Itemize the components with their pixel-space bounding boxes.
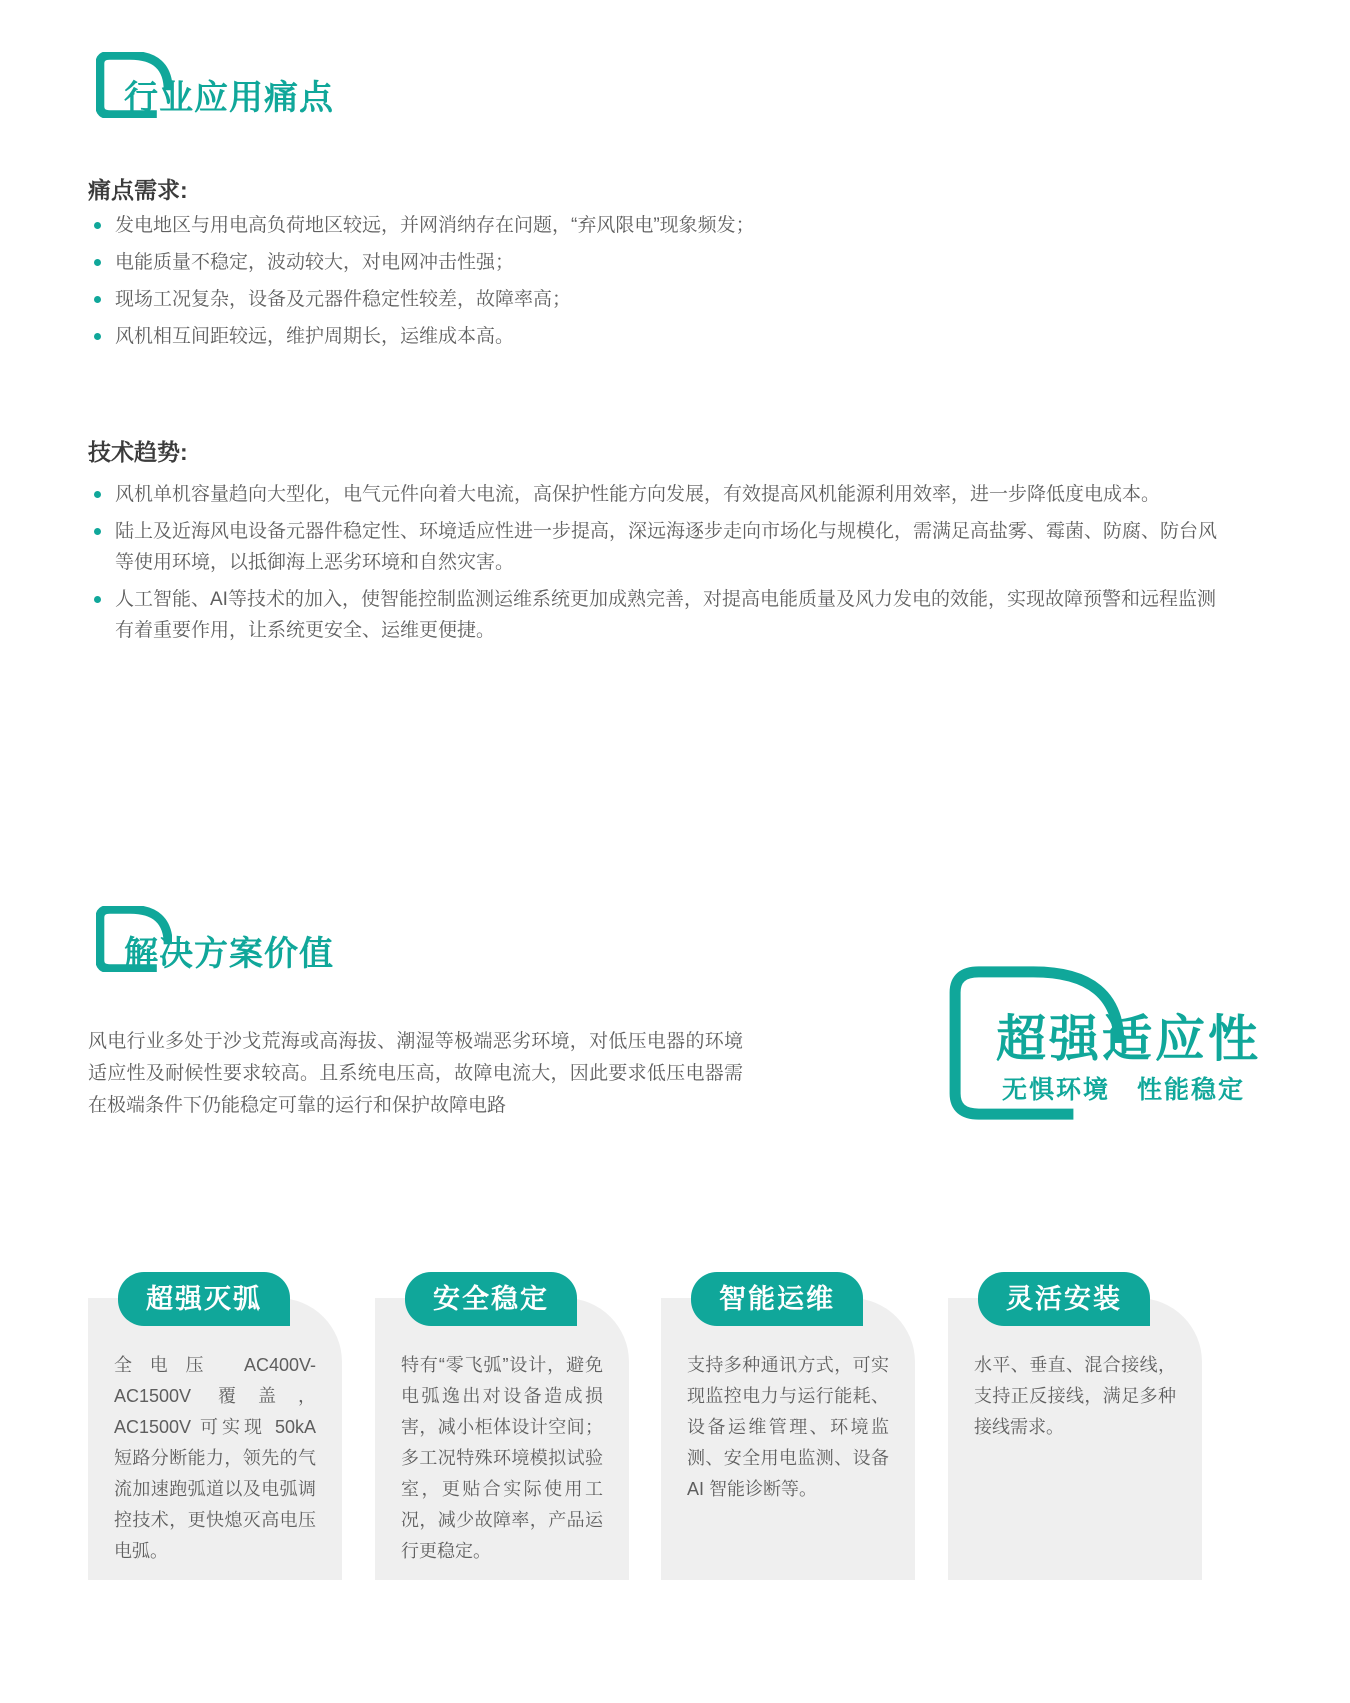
- list-item: [88, 284, 1228, 315]
- list-item-text: 风机相互间距较远，维护周期长，运维成本高。: [115, 326, 515, 347]
- list-item-text: 风机单机容量趋向大型化，电气元件向着大电流，高保护性能方向发展，有效提高风机能源利用效率，进一步降低度电成本。: [115, 484, 1161, 505]
- bullet-icon: [94, 528, 101, 535]
- bullet-icon: [94, 259, 101, 266]
- list-item: [88, 516, 1218, 578]
- trend-heading: 技术趋势:: [88, 439, 188, 465]
- feature-card-flexible-install: [948, 1284, 1202, 1580]
- adaptability-badge-subtitle: 无惧环境 性能稳定: [1002, 1076, 1246, 1104]
- list-item-text: 电能质量不稳定，波动较大，对电网冲击性强；: [115, 252, 515, 273]
- value-section-title: 解决方案价值: [124, 935, 334, 973]
- feature-card-arc-extinguishing: [88, 1284, 342, 1580]
- demand-heading: 痛点需求:: [88, 177, 188, 203]
- list-item: [88, 479, 1218, 510]
- feature-card-title-badge: 超强灭弧: [118, 1272, 290, 1326]
- feature-card-body: 支持多种通讯方式，可实现监控电力与运行能耗、设备运维管理、环境监测、安全用电监测、设备 AI 智能诊断等。: [687, 1355, 889, 1499]
- feature-card-body: 特有“零飞弧”设计，避免电弧逸出对设备造成损害，减小柜体设计空间；多工况特殊环境模拟试验室，更贴合实际使用工况，减少故障率，产品运行更稳定。: [401, 1355, 603, 1561]
- list-item: [88, 584, 1218, 646]
- feature-card-title-badge: 灵活安装: [978, 1272, 1150, 1326]
- bullet-icon: [94, 222, 101, 229]
- list-item: [88, 210, 1228, 241]
- feature-card-title-badge: 智能运维: [691, 1272, 863, 1326]
- feature-card-body: 水平、垂直、混合接线，支持正反接线，满足多种接线需求。: [974, 1355, 1176, 1437]
- list-item: [88, 321, 1228, 352]
- value-paragraph: 风电行业多处于沙戈荒海或高海拔、潮湿等极端恶劣环境，对低压电器的环境适应性及耐候性要求较高。且系统电压高，故障电流大，因此要求低压电器需在极端条件下仍能稳定可靠的运行和保护故障电路: [88, 1031, 743, 1116]
- demand-list: [88, 210, 1228, 358]
- list-item-text: 现场工况复杂，设备及元器件稳定性较差，故障率高；: [115, 289, 572, 310]
- pain-section-title: 行业应用痛点: [124, 79, 334, 117]
- list-item-text: 人工智能、AI等技术的加入，使智能控制监测运维系统更加成熟完善，对提高电能质量及风力发电的效能，实现故障预警和远程监测有着重要作用，让系统更安全、运维更便捷。: [115, 589, 1216, 641]
- adaptability-badge-title: 超强适应性: [996, 1011, 1261, 1067]
- feature-card-body: 全电压 AC400V-AC1500V 覆盖，AC1500V 可实现 50kA 短路分断能力，领先的气流加速跑弧道以及电弧调控技术，更快熄灭高电压电弧。: [114, 1355, 316, 1561]
- bullet-icon: [94, 596, 101, 603]
- bullet-icon: [94, 333, 101, 340]
- trend-list: [88, 479, 1218, 652]
- feature-card-smart-operation: [661, 1284, 915, 1580]
- feature-card-safety-stability: [375, 1284, 629, 1580]
- feature-card-title-badge: 安全稳定: [405, 1272, 577, 1326]
- bullet-icon: [94, 296, 101, 303]
- list-item: [88, 247, 1228, 278]
- list-item-text: 发电地区与用电高负荷地区较远，并网消纳存在问题，“弃风限电”现象频发；: [115, 215, 755, 236]
- list-item-text: 陆上及近海风电设备元器件稳定性、环境适应性进一步提高，深远海逐步走向市场化与规模化，需满足高盐雾、霉菌、防腐、防台风等使用环境，以抵御海上恶劣环境和自然灾害。: [115, 521, 1218, 573]
- bullet-icon: [94, 491, 101, 498]
